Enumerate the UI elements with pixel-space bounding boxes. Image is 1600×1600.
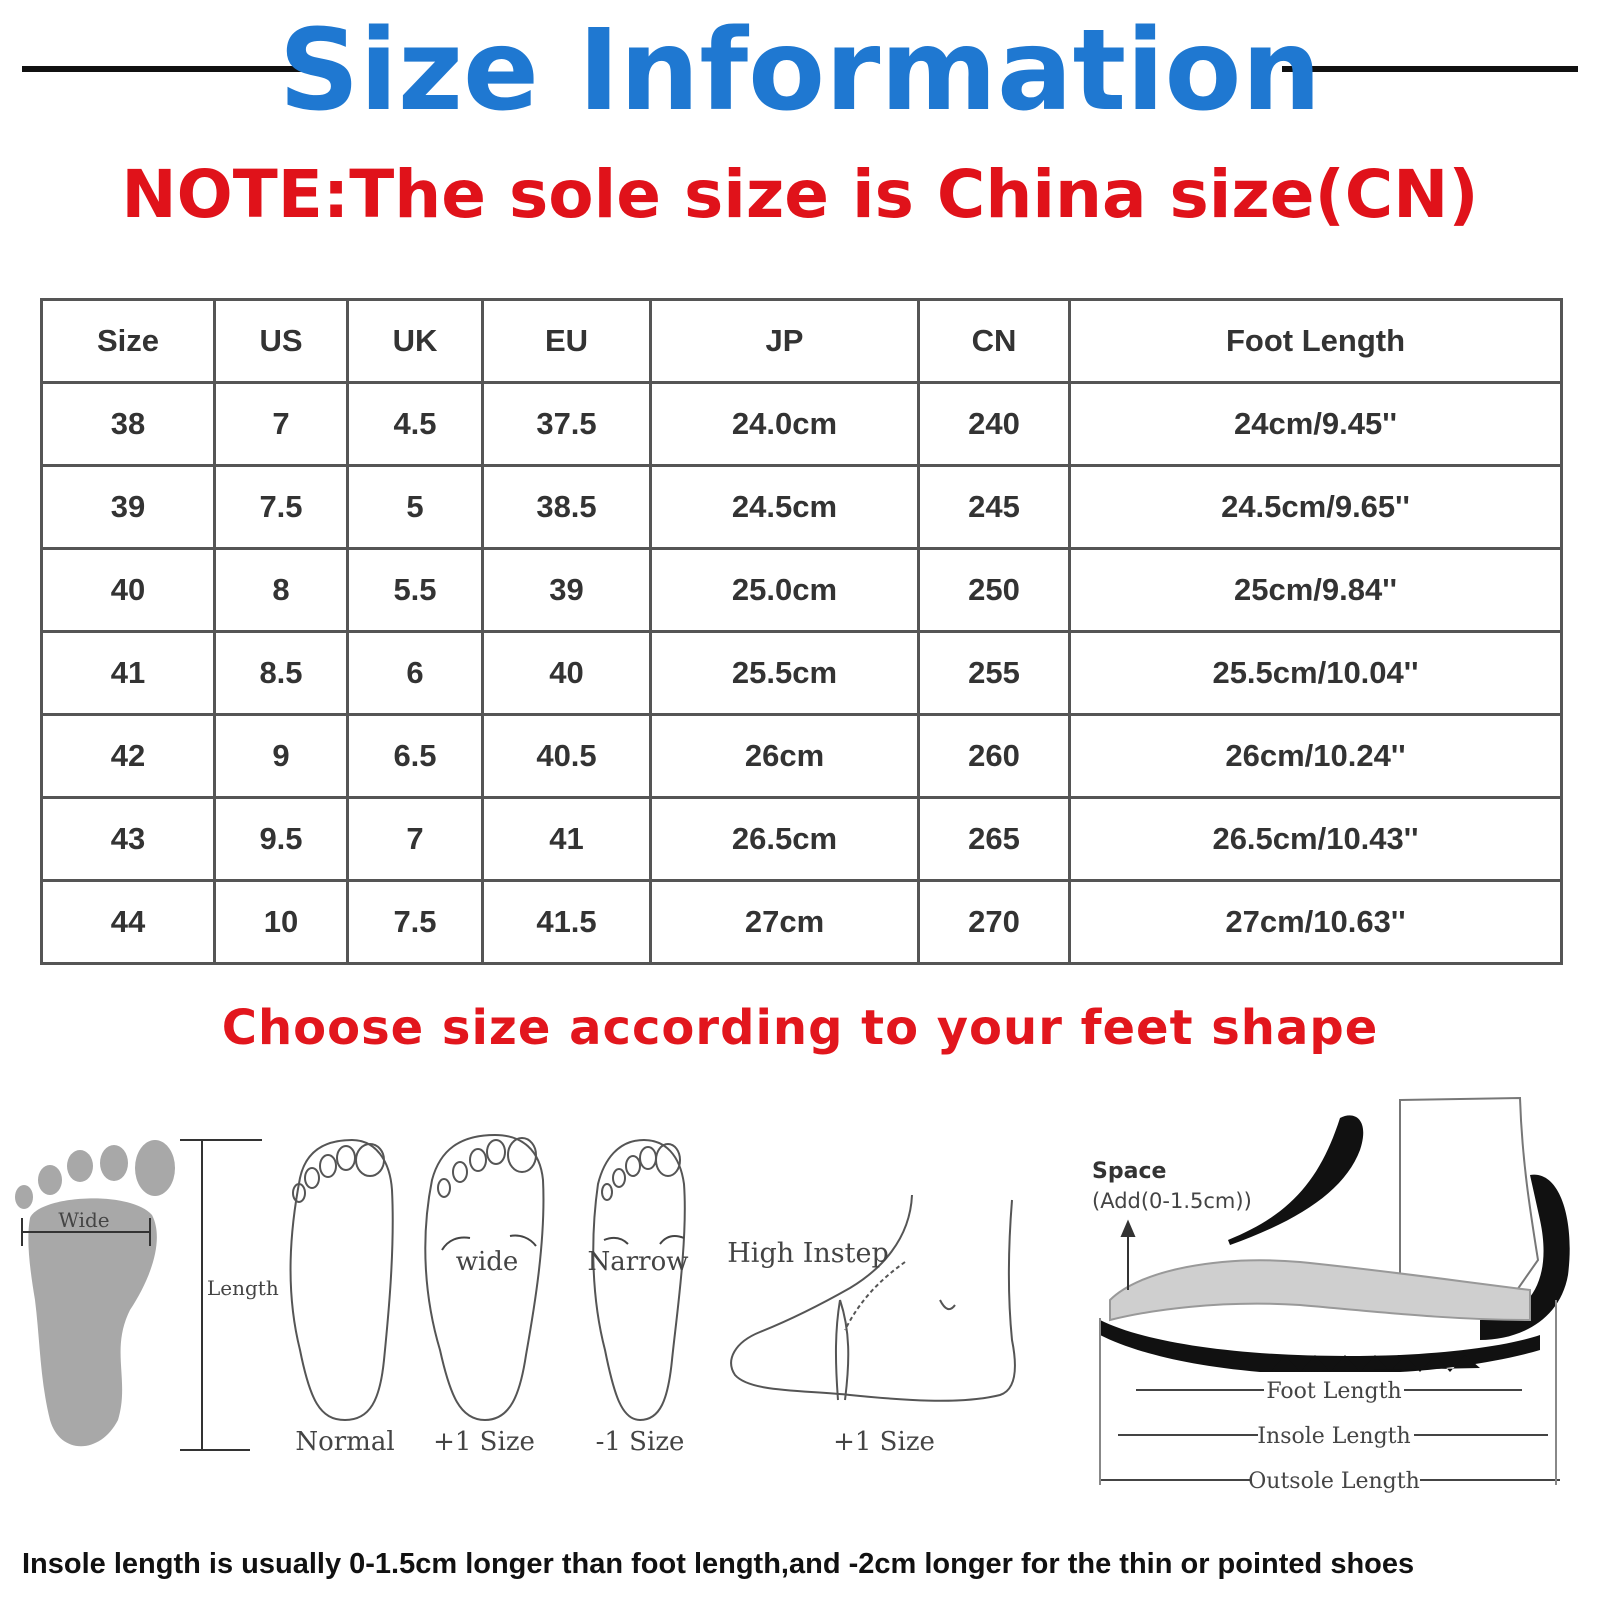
cell-size: 43 xyxy=(42,798,215,881)
space-sub-label: (Add(0-1.5cm)) xyxy=(1092,1189,1252,1213)
cell-uk: 6.5 xyxy=(348,715,483,798)
cell-eu: 39 xyxy=(483,549,651,632)
caption-minus-one: -1 Size xyxy=(595,1427,685,1457)
table-row xyxy=(42,383,1562,466)
cell-uk: 7.5 xyxy=(348,881,483,964)
choose-size-heading: Choose size according to your feet shape xyxy=(221,1000,1379,1056)
cell-us: 7.5 xyxy=(215,466,348,549)
table-row xyxy=(42,798,1562,881)
foot-length-label: Foot Length xyxy=(1266,1379,1402,1404)
table-row xyxy=(42,549,1562,632)
caption-normal: Normal xyxy=(295,1427,395,1457)
cell-jp: 24.0cm xyxy=(651,383,919,466)
cell-jp: 25.5cm xyxy=(651,632,919,715)
size-table xyxy=(40,298,1563,965)
sole-size-note: NOTE:The sole size is China size(CN) xyxy=(121,156,1479,233)
header-eu: EU xyxy=(483,300,651,383)
cell-size: 39 xyxy=(42,466,215,549)
cell-foot-length: 26.5cm/10.43'' xyxy=(1070,798,1562,881)
table-row xyxy=(42,466,1562,549)
header-cn: CN xyxy=(919,300,1070,383)
cell-uk: 5 xyxy=(348,466,483,549)
cell-cn: 260 xyxy=(919,715,1070,798)
cell-us: 7 xyxy=(215,383,348,466)
cell-eu: 37.5 xyxy=(483,383,651,466)
caption-instep: +1 Size xyxy=(833,1427,935,1457)
header-foot-length: Foot Length xyxy=(1070,300,1562,383)
cell-cn: 245 xyxy=(919,466,1070,549)
narrow-arrows-icon xyxy=(604,1236,684,1244)
table-row xyxy=(42,715,1562,798)
cell-us: 10 xyxy=(215,881,348,964)
cell-foot-length: 25cm/9.84'' xyxy=(1070,549,1562,632)
cell-cn: 250 xyxy=(919,549,1070,632)
cell-jp: 26cm xyxy=(651,715,919,798)
cell-foot-length: 24.5cm/9.65'' xyxy=(1070,466,1562,549)
high-instep-foot-icon xyxy=(731,1195,1015,1401)
cell-uk: 6 xyxy=(348,632,483,715)
table-row xyxy=(42,881,1562,964)
length-label: Length xyxy=(207,1276,279,1300)
high-instep-label: High Instep xyxy=(727,1238,889,1269)
title-row xyxy=(0,0,1600,150)
insole-length-label: Insole Length xyxy=(1257,1424,1411,1449)
cell-uk: 7 xyxy=(348,798,483,881)
table-row xyxy=(42,632,1562,715)
wide-label: Wide xyxy=(58,1208,110,1232)
outsole-length-label: Outsole Length xyxy=(1248,1469,1420,1494)
cell-us: 8 xyxy=(215,549,348,632)
wide-foot-icon xyxy=(425,1135,543,1420)
space-label: Space xyxy=(1092,1159,1167,1184)
cell-uk: 4.5 xyxy=(348,383,483,466)
wide-text: wide xyxy=(455,1247,519,1277)
cell-eu: 40 xyxy=(483,632,651,715)
cell-size: 42 xyxy=(42,715,215,798)
cell-cn: 255 xyxy=(919,632,1070,715)
cell-foot-length: 26cm/10.24'' xyxy=(1070,715,1562,798)
cell-cn: 265 xyxy=(919,798,1070,881)
header-size: Size xyxy=(42,300,215,383)
cell-size: 44 xyxy=(42,881,215,964)
footprint-icon xyxy=(15,1140,175,1446)
insole-length-note: Insole length is usually 0-1.5cm longer than foot length,and -2cm longer for the thin or pointed shoes xyxy=(22,1548,1415,1580)
caption-plus-one: +1 Size xyxy=(433,1427,535,1457)
narrow-text: Narrow xyxy=(587,1247,689,1277)
cell-us: 8.5 xyxy=(215,632,348,715)
narrow-foot-icon xyxy=(593,1140,685,1420)
table-header-row xyxy=(42,300,1562,383)
cell-eu: 41 xyxy=(483,798,651,881)
page-title: Size Information xyxy=(278,6,1322,136)
cell-us: 9.5 xyxy=(215,798,348,881)
cell-us: 9 xyxy=(215,715,348,798)
space-arrow-icon xyxy=(1122,1222,1134,1290)
header-us: US xyxy=(215,300,348,383)
cell-foot-length: 27cm/10.63'' xyxy=(1070,881,1562,964)
header-uk: UK xyxy=(348,300,483,383)
cell-jp: 27cm xyxy=(651,881,919,964)
cell-uk: 5.5 xyxy=(348,549,483,632)
cell-jp: 26.5cm xyxy=(651,798,919,881)
cell-jp: 24.5cm xyxy=(651,466,919,549)
header-jp: JP xyxy=(651,300,919,383)
normal-foot-icon xyxy=(291,1140,393,1420)
cell-cn: 240 xyxy=(919,383,1070,466)
cell-cn: 270 xyxy=(919,881,1070,964)
cell-eu: 41.5 xyxy=(483,881,651,964)
cell-eu: 40.5 xyxy=(483,715,651,798)
cell-foot-length: 25.5cm/10.04'' xyxy=(1070,632,1562,715)
cell-eu: 38.5 xyxy=(483,466,651,549)
cell-size: 38 xyxy=(42,383,215,466)
cell-foot-length: 24cm/9.45'' xyxy=(1070,383,1562,466)
cell-jp: 25.0cm xyxy=(651,549,919,632)
feet-shape-diagram xyxy=(0,1080,1600,1500)
shoe-cross-section-icon xyxy=(1100,1098,1570,1372)
cell-size: 40 xyxy=(42,549,215,632)
cell-size: 41 xyxy=(42,632,215,715)
